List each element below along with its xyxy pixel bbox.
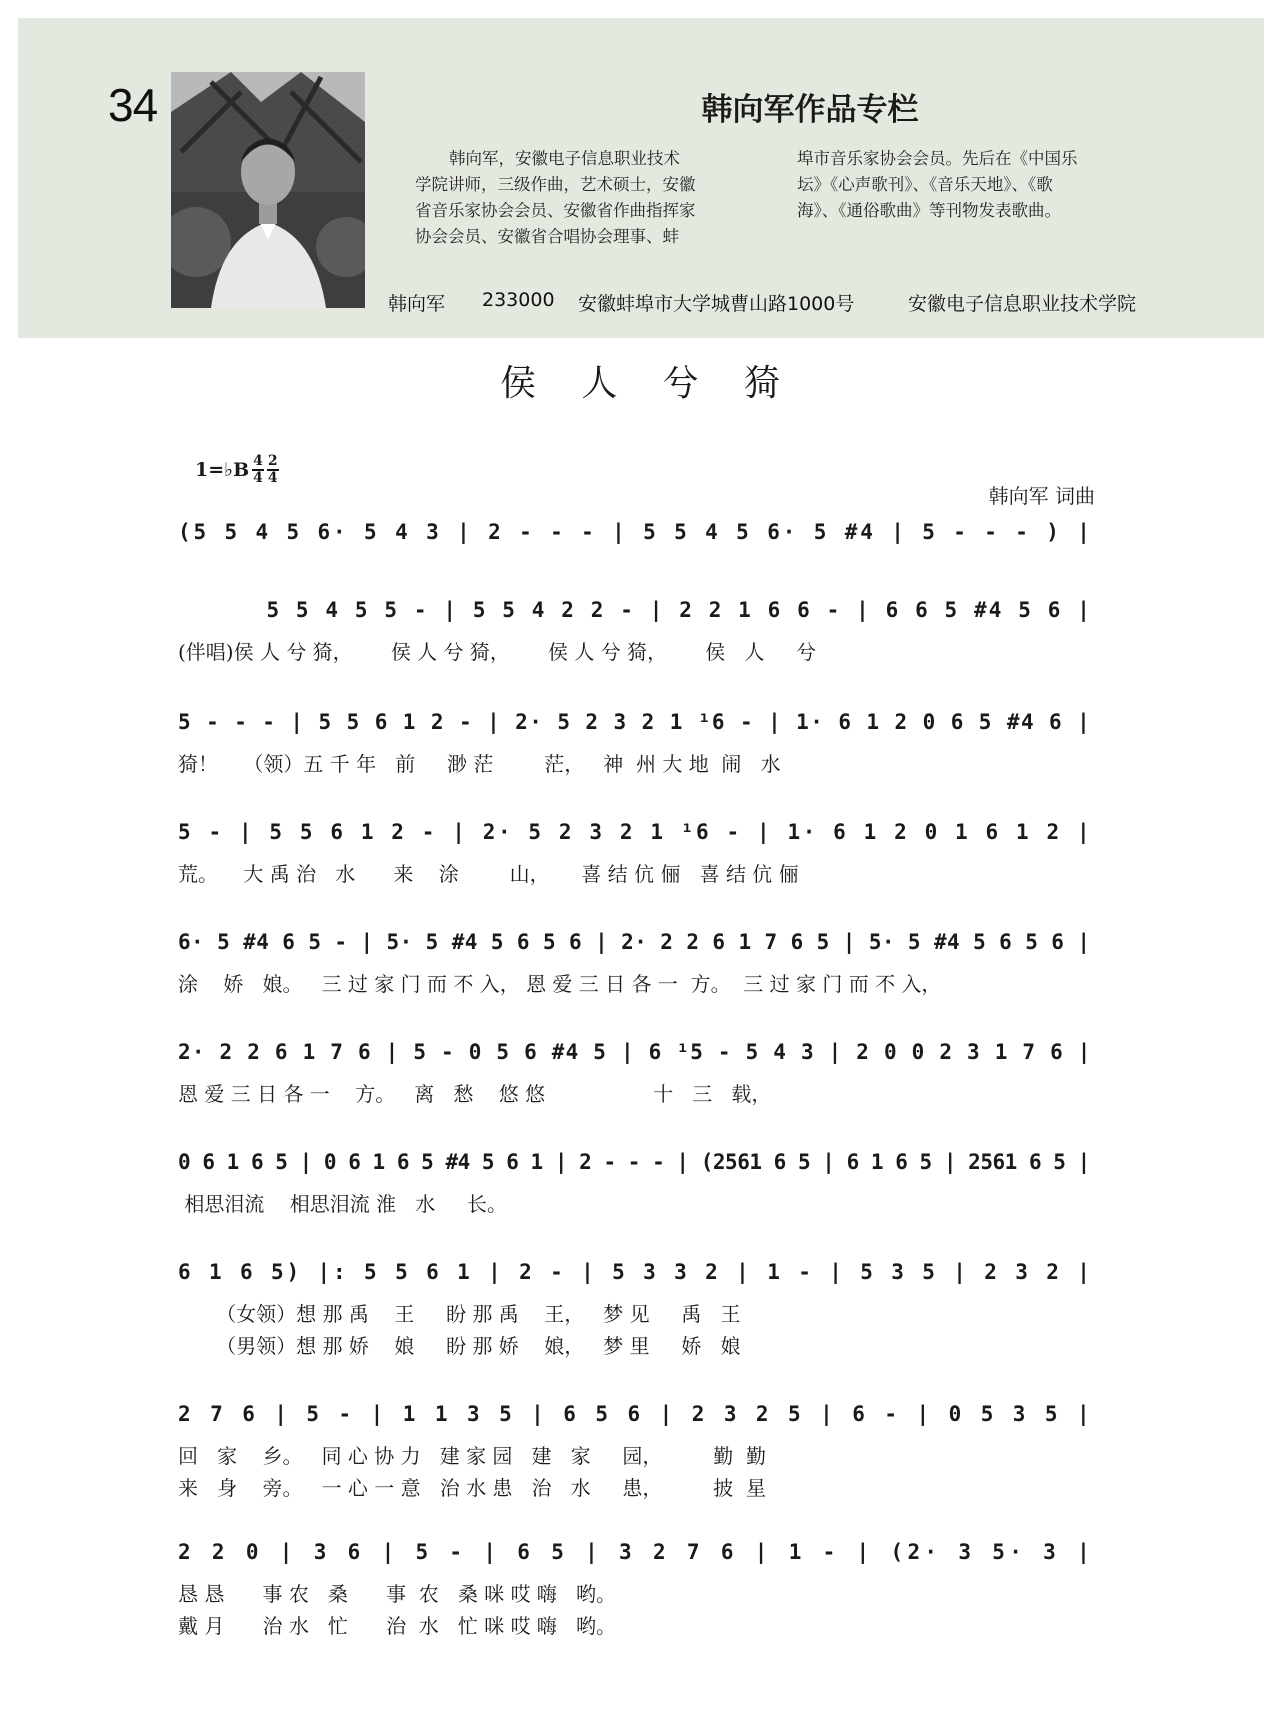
notation-line: (5 5 4 5 6· 5 4 3 | 2 - - - | 5 5 4 5 6· 5 #4 | 5 - - - ) | bbox=[178, 520, 1093, 544]
notation-line: 2 2 0 | 3 6 | 5 - | 6 5 | 3 2 7 6 | 1 - | (2· 3 5· 3 | bbox=[178, 1540, 1095, 1564]
lyric-line: 猗！ （领）五 千 年 前 渺 茫 茫， 神 州 大 地 闹 水 bbox=[178, 752, 781, 776]
underline-beams bbox=[0, 710, 1280, 750]
notation-line: 2 7 6 | 5 - | 1 1 3 5 | 6 5 6 | 2 3 2 5 | 6 - | 0 5 3 5 | bbox=[178, 1402, 1094, 1426]
song-title bbox=[500, 355, 780, 406]
page-number: 34 bbox=[108, 79, 158, 131]
bio-line: 坛》《心声歌刊》、《音乐天地》、《歌 bbox=[797, 175, 1053, 194]
key-signature bbox=[195, 450, 279, 490]
underline-beams bbox=[0, 1150, 1280, 1190]
underline-beams bbox=[0, 930, 1280, 970]
bio-line: 协会会员、安徽省合唱协会理事、蚌 bbox=[415, 227, 679, 246]
time-signature: 2 4 bbox=[267, 453, 278, 486]
bio-line: 学院讲师，三级作曲，艺术硕士，安徽 bbox=[415, 175, 696, 194]
key-label: 1=♭B bbox=[195, 459, 250, 481]
bio-line: 埠市音乐家协会会员。先后在《中国乐 bbox=[797, 149, 1078, 168]
notation-line: 6· 5 #4 6 5 - | 5· 5 #4 5 6 5 6 | 2· 2 2 6 1 7 6 5 | 5· 5 #4 5 6 5 6 | bbox=[178, 930, 1091, 954]
bio-line: 海》、《通俗歌曲》等刊物发表歌曲。 bbox=[797, 201, 1061, 220]
underline-beams bbox=[0, 1260, 1280, 1300]
lyric-line: (伴唱)侯 人 兮 猗， 侯 人 兮 猗， 侯 人 兮 猗， 侯 人 兮 bbox=[178, 640, 817, 664]
underline-beams bbox=[0, 1402, 1280, 1442]
notation-line: 0 6 1 6 5 | 0 6 1 6 5 #4 5 6 1 | 2 - - - | (2561 6 5 | 6 1 6 5 | 2561 6 5 | bbox=[178, 1150, 1090, 1174]
contact-postcode: 233000 bbox=[482, 289, 555, 311]
contact-institution: 安徽电子信息职业技术学院 bbox=[908, 293, 1137, 315]
lyric-line: 恳 恳 事 农 桑 事 农 桑 咪 哎 嗨 哟。 bbox=[178, 1582, 617, 1606]
song-title-char: 兮 bbox=[662, 363, 699, 404]
underline-beams bbox=[0, 520, 1280, 560]
lyric-line: 恩 爱 三 日 各 一 方。 离 愁 悠 悠 十 三 载， bbox=[178, 1082, 772, 1106]
bio-left bbox=[415, 146, 696, 250]
notation-line: 5 - - - | 5 5 6 1 2 - | 2· 5 2 3 2 1 ¹6 - | 1· 6 1 2 0 6 5 #4 6 | bbox=[178, 710, 1092, 734]
underline-beams bbox=[0, 1540, 1280, 1580]
song-author: 韩向军 词曲 bbox=[988, 484, 1095, 508]
time-signature: 4 4 bbox=[253, 453, 263, 486]
underline-beams bbox=[0, 820, 1280, 860]
bio-line: 省音乐家协会会员、安徽省作曲指挥家 bbox=[415, 201, 696, 220]
song-title-char: 侯 bbox=[500, 363, 537, 404]
bio-right bbox=[797, 146, 1078, 224]
lyric-line: 戴 月 治 水 忙 治 水 忙 咪 哎 嗨 哟。 bbox=[178, 1614, 617, 1638]
column-title: 韩向军作品专栏 bbox=[701, 92, 919, 128]
contact-name: 韩向军 bbox=[388, 293, 446, 315]
notation-line: 2· 2 2 6 1 7 6 | 5 - 0 5 6 #4 5 | 6 ¹5 - 5 4 3 | 2 0 0 2 3 1 7 6 | bbox=[178, 1040, 1092, 1064]
underline-beams bbox=[0, 598, 1280, 638]
bio-line: 韩向军，安徽电子信息职业技术 bbox=[449, 149, 680, 168]
lyric-line: 回 家 乡。 同 心 协 力 建 家 园 建 家 园， 勤 勤 bbox=[178, 1444, 766, 1468]
song-title-char: 猗 bbox=[743, 363, 780, 404]
author-photo bbox=[171, 72, 365, 308]
song-title-char: 人 bbox=[581, 363, 618, 404]
lyric-line: 荒。 大 禹 治 水 来 涂 山， 喜 结 伉 俪 喜 结 伉 俪 bbox=[178, 862, 799, 886]
notation-line: 6 1 6 5) |: 5 5 6 1 | 2 - | 5 3 3 2 | 1 - | 5 3 5 | 2 3 2 | bbox=[178, 1260, 1093, 1284]
underline-beams bbox=[0, 1040, 1280, 1080]
lyric-line: （男领）想 那 娇 娘 盼 那 娇 娘， 梦 里 娇 娘 bbox=[178, 1334, 741, 1358]
lyric-line: 相思泪流 相思泪流 淮 水 长。 bbox=[178, 1192, 508, 1216]
lyric-line: 涂 娇 娘。 三 过 家 门 而 不 入， 恩 爱 三 日 各 一 方。 三 过 家 门 而 不 入， bbox=[178, 972, 942, 996]
lyric-line: 来 身 旁。 一 心 一 意 治 水 患 治 水 患， 披 星 bbox=[178, 1476, 766, 1500]
lyric-line: （女领）想 那 禹 王 盼 那 禹 王， 梦 见 禹 王 bbox=[178, 1302, 741, 1326]
contact-address: 安徽蚌埠市大学城曹山路1000号 bbox=[578, 293, 855, 315]
notation-line: 5 5 4 5 5 - | 5 5 4 2 2 - | 2 2 1 6 6 - | 6 6 5 #4 5 6 | bbox=[178, 598, 1092, 622]
notation-line: 5 - | 5 5 6 1 2 - | 2· 5 2 3 2 1 ¹6 - | 1· 6 1 2 0 1 6 1 2 | bbox=[178, 820, 1093, 844]
